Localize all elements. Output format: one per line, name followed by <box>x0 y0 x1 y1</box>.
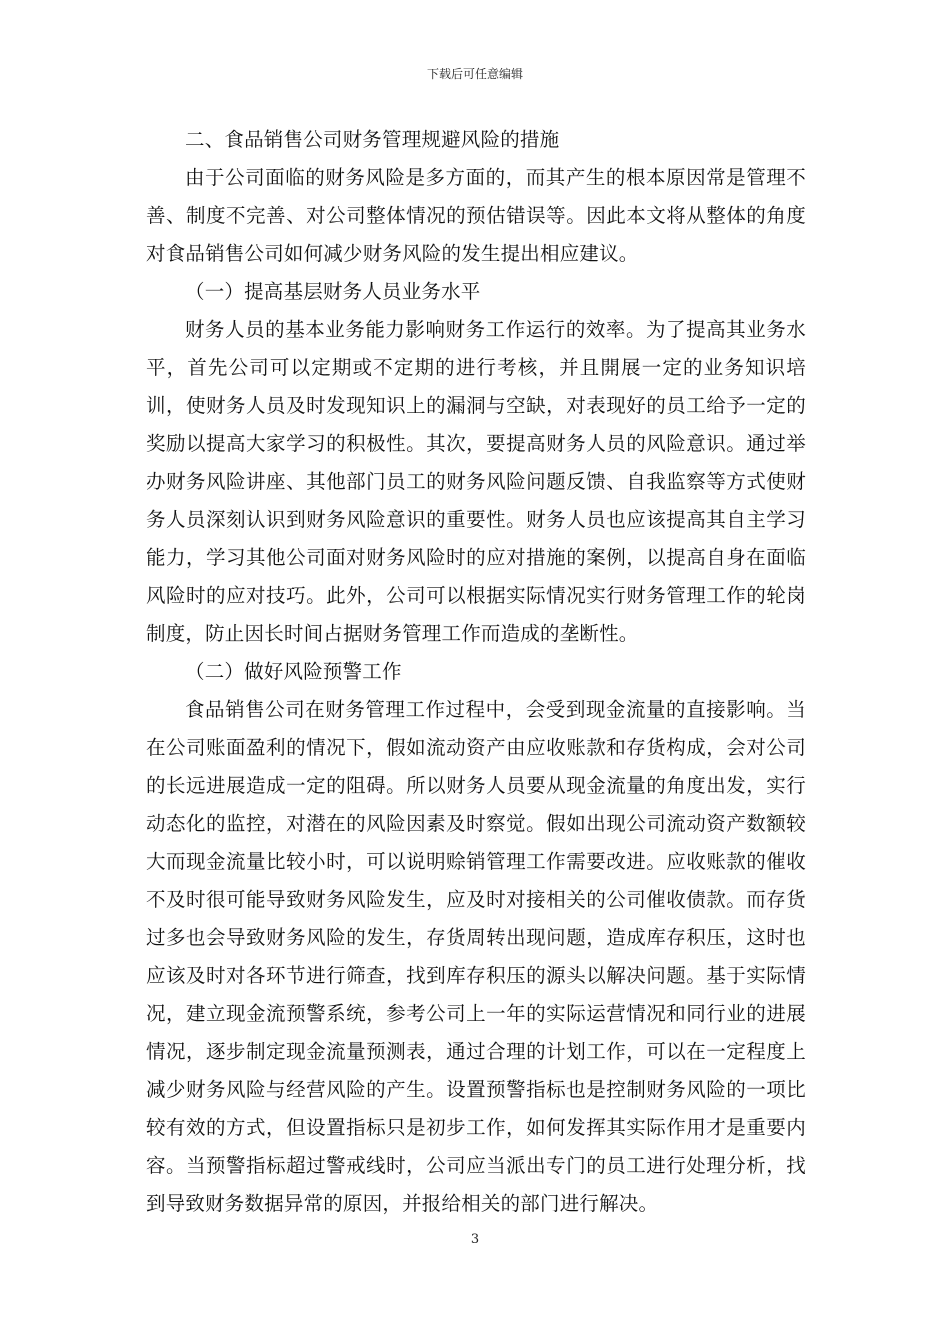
subsection-2-paragraph: 食品销售公司在财务管理工作过程中，会受到现金流量的直接影响。当在公司账面盈利的情况下，假如流动资产由应收账款和存货构成，会对公司的长远进展造成一定的阻碍。所以财务人员要从现金流量的角度出发，实行动态化的监控，对潜在的风险因素及时察觉。假如出现公司流动资产数额较大而现金流量比较小时，可以说明赊销管理工作需要改进。应收账款的催收不及时很可能导致财务风险发生，应及时对接相关的公司催收债款。而存货过多也会导致财务风险的发生，存货周转出现问题，造成库存积压，这时也应该及时对各环节进行筛查，找到库存积压的源头以解决问题。基于实际情况，建立现金流预警系统，参考公司上一年的实际运营情况和同行业的进展情况，逐步制定现金流量预测表，通过合理的计划工作，可以在一定程度上减少财务风险与经营风险的产生。设置预警指标也是控制财务风险的一项比较有效的方式，但设置指标只是初步工作，如何发挥其实际作用才是重要内容。当预警指标超过警戒线时，公司应当派出专门的员工进行处理分析，找到导致财务数据异常的原因，并报给相关的部门进行解决。 <box>146 698 806 1215</box>
intro-paragraph: 由于公司面临的财务风险是多方面的，而其产生的根本原因常是管理不善、制度不完善、对公司整体情况的预估错误等。因此本文将从整体的角度对食品销售公司如何减少财务风险的发生提出相应建议。 <box>146 166 806 265</box>
subsection-2-title: （二）做好风险预警工作 <box>185 660 402 683</box>
subsection-1-title: （一）提高基层财务人员业务水平 <box>185 280 481 303</box>
section-title: 二、食品销售公司财务管理规避风险的措施 <box>185 128 560 151</box>
subsection-1-paragraph: 财务人员的基本业务能力影响财务工作运行的效率。为了提高其业务水平，首先公司可以定期或不定期的进行考核，并且開展一定的业务知识培训，使财务人员及时发现知识上的漏洞与空缺，对表现好的员工给予一定的奖励以提高大家学习的积极性。其次，要提高财务人员的风险意识。通过举办财务风险讲座、其他部门员工的财务风险问题反馈、自我监察等方式使财务人员深刻认识到财务风险意识的重要性。财务人员也应该提高其自主学习能力，学习其他公司面对财务风险时的应对措施的案例，以提高自身在面临风险时的应对技巧。此外，公司可以根据实际情况实行财务管理工作的轮岗制度，防止因长时间占据财务管理工作而造成的垄断性。 <box>146 318 806 645</box>
page-header: 下载后可任意编辑 <box>426 67 523 81</box>
document-body <box>146 121 806 1223</box>
page-number: 3 <box>470 1232 480 1247</box>
